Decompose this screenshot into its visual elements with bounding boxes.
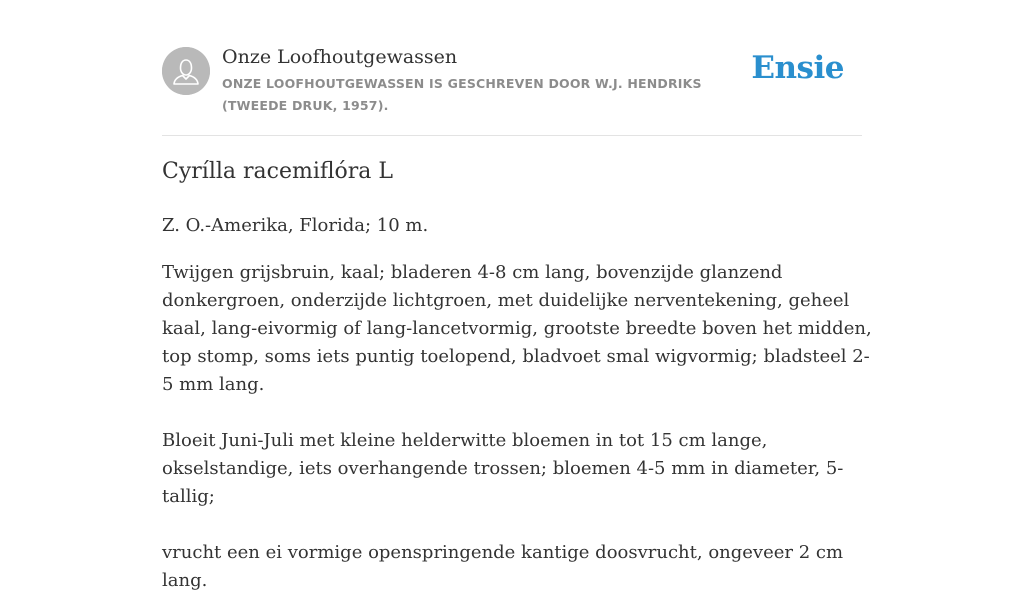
source-title[interactable]: Onze Loofhoutgewassen — [222, 46, 458, 68]
entry-origin: Z. O.-Amerika, Florida; 10 m. — [162, 215, 429, 236]
brand-logo[interactable]: Ensie — [751, 50, 844, 86]
entry-paragraph: Twijgen grijsbruin, kaal; bladeren 4-8 cm lang, bovenzijde glanzend donkergroen, onderzijde lichtgroen, met duidelijke nerventekening, geheel kaal, lang-eivormig of lang-lancetvormig, grootste breedte boven het midden, top stomp, soms iets puntig toelopend, bladvoet smal wigvormig; bladsteel 2-5 mm lang. — [162, 262, 872, 395]
source-description: ONZE LOOFHOUTGEWASSEN IS GESCHREVEN DOOR W.J. HENDRIKS (TWEEDE DRUK, 1957). — [222, 76, 702, 113]
user-icon[interactable] — [162, 47, 210, 95]
entry-title: Cyrílla racemiflóra L — [162, 159, 394, 184]
entry-paragraph: Bloeit Juni-Juli met kleine helderwitte bloemen in tot 15 cm lange, okselstandige, iets overhangende trossen; bloemen 4-5 mm in diameter, 5-tallig; — [162, 430, 844, 507]
entry-paragraph: vrucht een ei vormige openspringende kantige doosvrucht, ongeveer 2 cm lang. — [162, 542, 844, 591]
entry-content — [162, 212, 874, 595]
source-header — [162, 44, 862, 136]
